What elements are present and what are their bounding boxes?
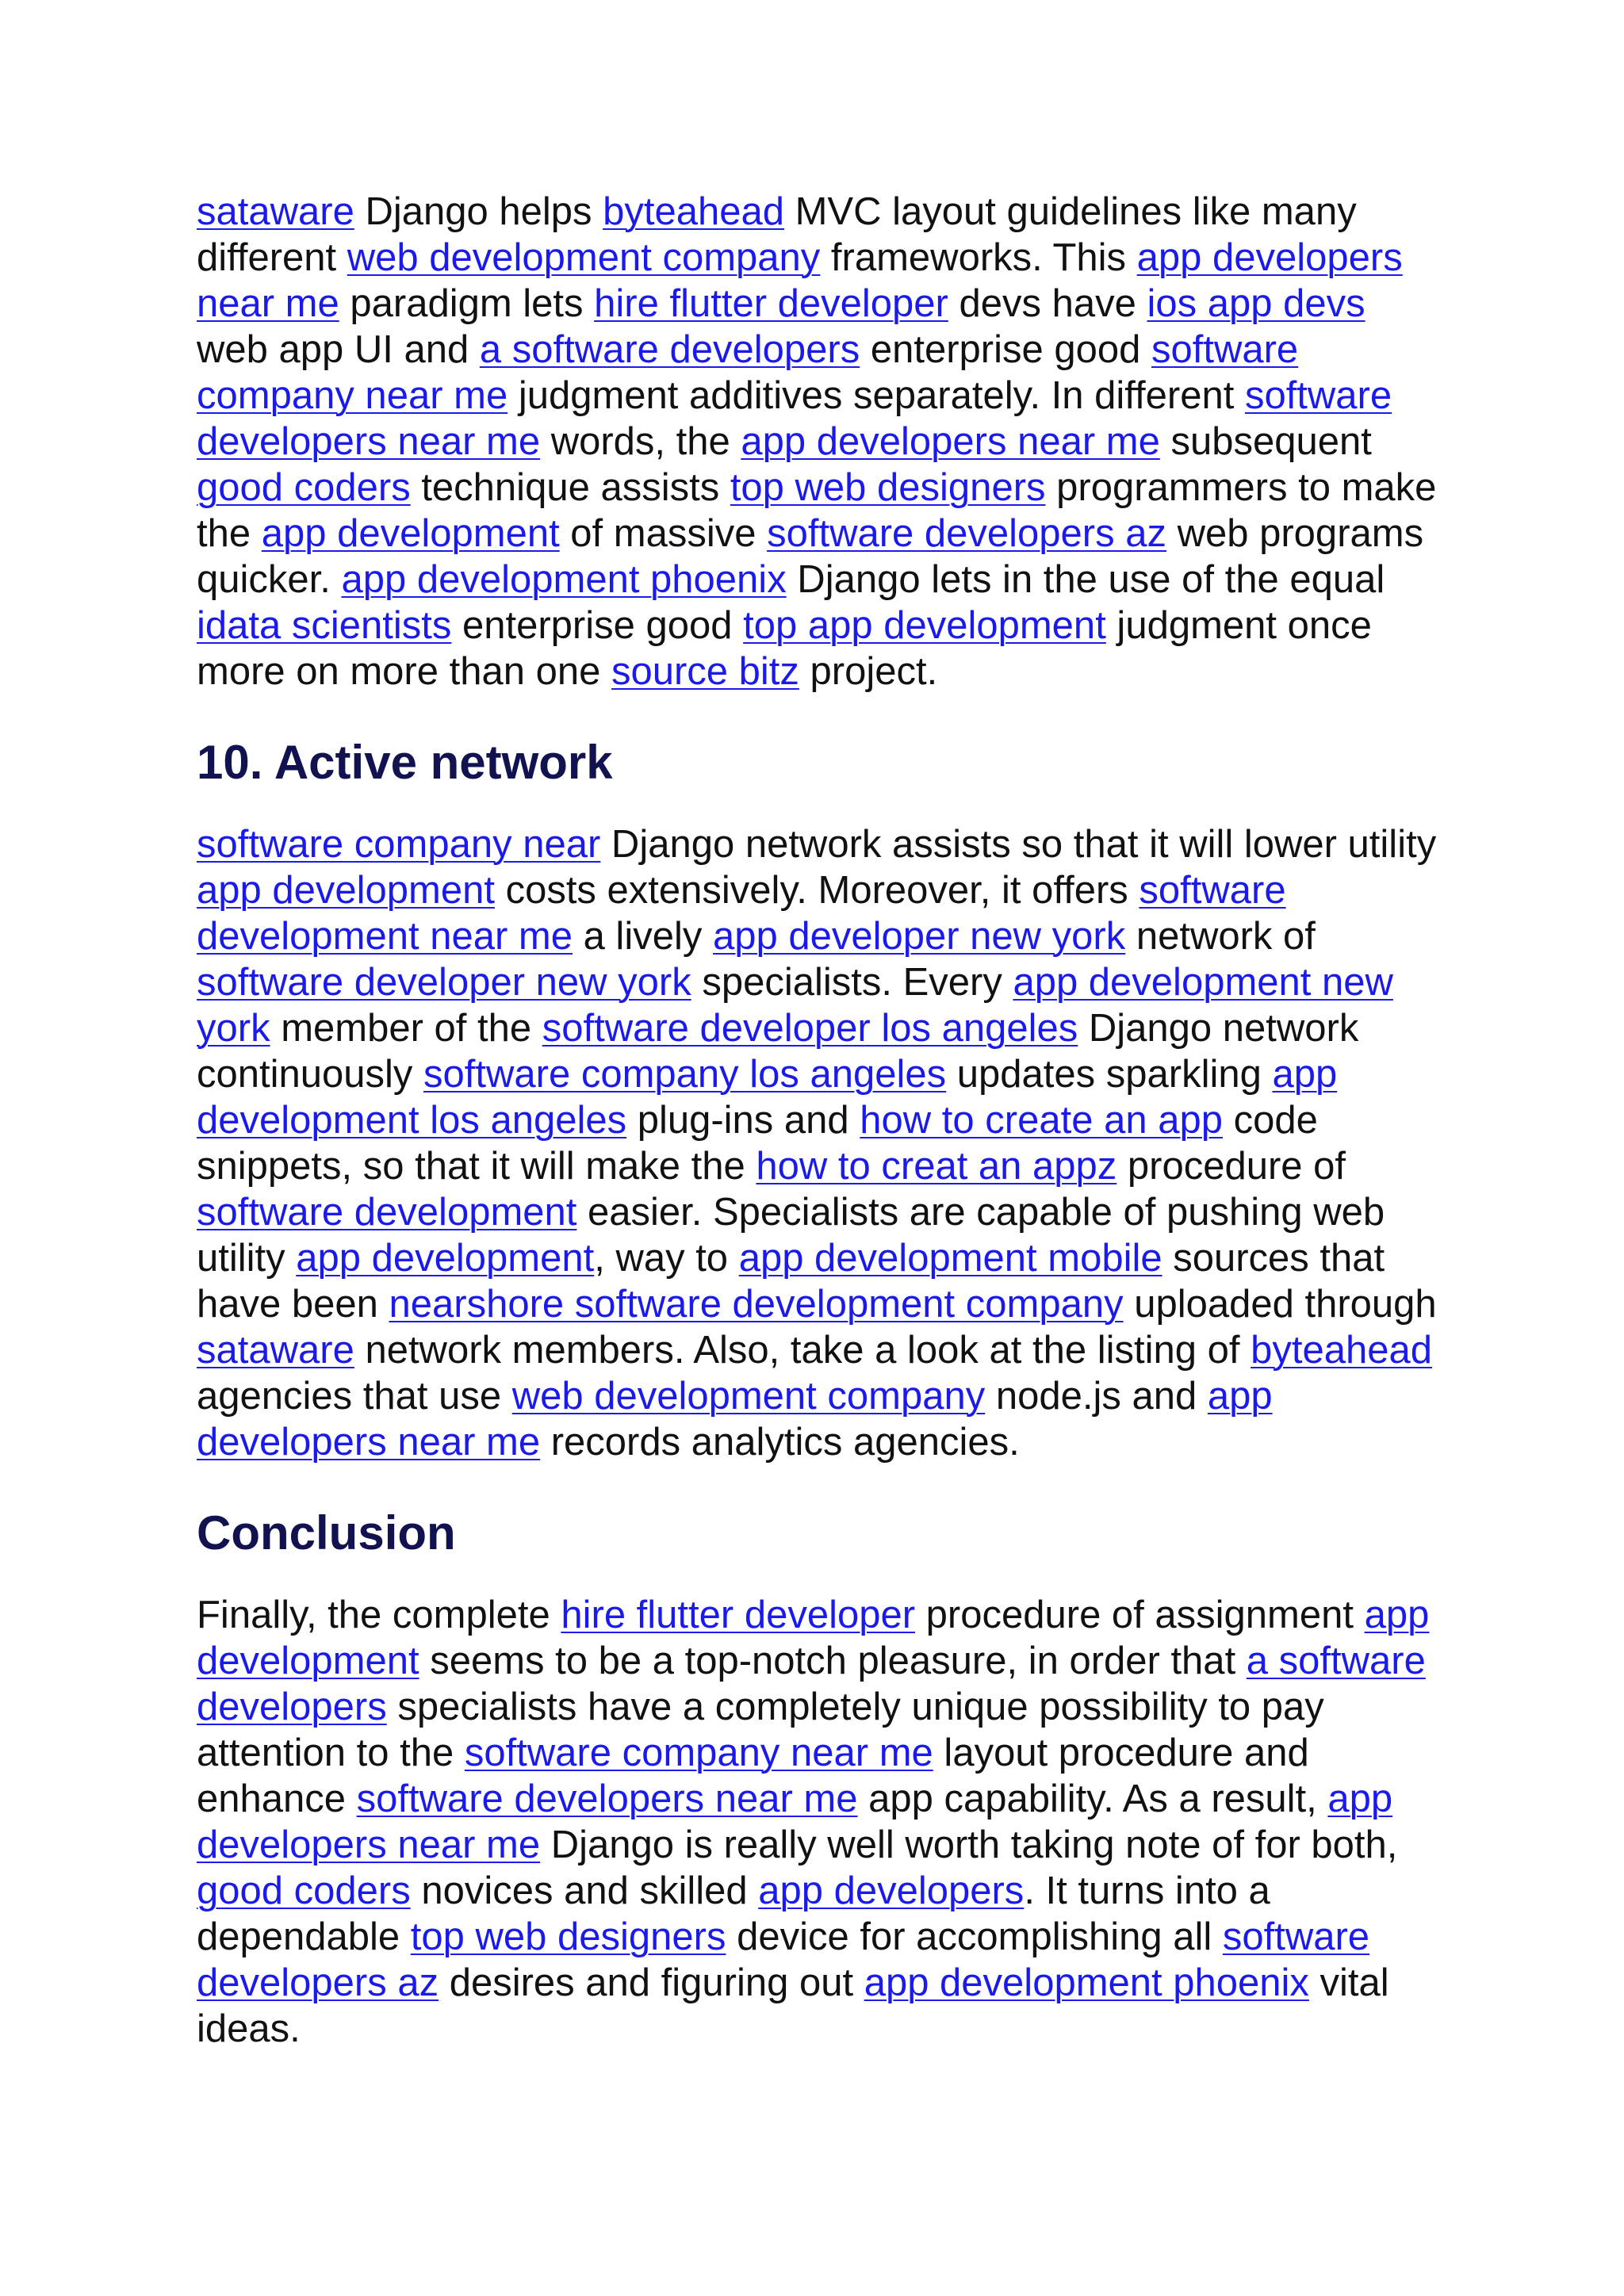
body-text: web app UI and (197, 328, 480, 371)
body-text: a lively (572, 915, 713, 958)
body-text: MVC layout guidelines like many different (197, 190, 1357, 279)
inline-link[interactable]: how to create an app (860, 1099, 1223, 1142)
body-text: records analytics agencies. (540, 1421, 1020, 1464)
inline-link[interactable]: app development (197, 869, 495, 912)
document-page (197, 189, 1442, 2052)
inline-link[interactable]: software developers near me (356, 1777, 858, 1820)
inline-link[interactable]: app development los angeles (197, 1053, 1338, 1142)
body-text: frameworks. This (820, 236, 1137, 279)
inline-link[interactable]: app development phoenix (864, 1961, 1309, 2004)
body-text: app capability. As a result, (857, 1777, 1328, 1820)
inline-link[interactable]: app development phoenix (341, 558, 787, 601)
inline-link[interactable]: idata scientists (197, 604, 452, 647)
inline-link[interactable]: top app development (743, 604, 1106, 647)
body-text: judgment additives separately. In different (508, 374, 1245, 417)
inline-link[interactable]: app developers near me (741, 420, 1160, 463)
body-text: code snippets, so that it will make the (197, 1099, 1318, 1188)
inline-link[interactable]: nearshore software development company (389, 1283, 1124, 1326)
body-text: costs extensively. Moreover, it offers (494, 869, 1139, 912)
inline-link[interactable]: a software developers (197, 1640, 1426, 1728)
body-text: Finally, the complete (197, 1594, 561, 1636)
inline-link[interactable]: app developer new york (712, 915, 1126, 958)
inline-link[interactable]: web development company (347, 236, 821, 279)
section-heading-conclusion: Conclusion (197, 1506, 456, 1559)
inline-link[interactable]: app development new york (197, 961, 1393, 1050)
inline-link[interactable]: byteahead (603, 190, 784, 233)
body-text: Django helps (354, 190, 603, 233)
body-text: Django is really well worth taking note of for both, (540, 1823, 1398, 1866)
body-text: plug-ins and (626, 1099, 860, 1142)
inline-link[interactable]: app development (296, 1237, 595, 1280)
body-text: procedure of (1116, 1145, 1346, 1188)
body-text: devs have (948, 282, 1147, 325)
body-text: desires and figuring out (439, 1961, 864, 2004)
section-heading-active-network: 10. Active network (197, 736, 613, 789)
inline-link[interactable]: software developer los angeles (542, 1007, 1078, 1050)
body-text: seems to be a top-notch pleasure, in order that (419, 1640, 1247, 1682)
body-text: specialists. Every (691, 961, 1013, 1004)
body-text: project. (799, 650, 938, 693)
body-text: network of (1125, 915, 1316, 958)
body-text: web programs quicker. (197, 512, 1424, 601)
body-text: member of the (270, 1007, 542, 1050)
inline-link[interactable]: source bitz (611, 650, 799, 693)
inline-link[interactable]: software company near (197, 823, 601, 866)
body-text: procedure of assignment (915, 1594, 1365, 1636)
paragraph-active-network (197, 821, 1442, 1465)
inline-link[interactable]: app developers near me (197, 1375, 1273, 1464)
body-text: words, the (540, 420, 741, 463)
inline-link[interactable]: hire flutter developer (594, 282, 948, 325)
body-text: subsequent (1159, 420, 1372, 463)
inline-link[interactable]: app development (261, 512, 560, 555)
body-text: of massive (559, 512, 768, 555)
inline-link[interactable]: sataware (197, 190, 354, 233)
body-text: easier. Specialists are capable of pushing web utility (197, 1191, 1385, 1280)
body-text: paradigm lets (339, 282, 595, 325)
inline-link[interactable]: app development (197, 1594, 1430, 1682)
inline-link[interactable]: how to creat an appz (756, 1145, 1117, 1188)
body-text: judgment once more on more than one (197, 604, 1372, 693)
inline-link[interactable]: software developers az (197, 1915, 1370, 2004)
body-text: Django network continuously (197, 1007, 1359, 1096)
inline-link[interactable]: app developers near me (197, 1777, 1393, 1866)
inline-link[interactable]: ios app devs (1147, 282, 1365, 325)
inline-link[interactable]: web development company (511, 1375, 986, 1418)
inline-link[interactable]: software developers near me (197, 374, 1392, 463)
inline-link[interactable]: software developer new york (197, 961, 691, 1004)
inline-link[interactable]: top web designers (730, 466, 1046, 509)
inline-link[interactable]: byteahead (1251, 1329, 1432, 1372)
body-text: vital ideas. (197, 1961, 1389, 2050)
body-text: sources that have been (197, 1237, 1385, 1326)
body-text: programmers to make the (197, 466, 1437, 555)
inline-link[interactable]: app developers near me (197, 236, 1403, 325)
body-text: node.js and (985, 1375, 1208, 1418)
inline-link[interactable]: software development (197, 1191, 577, 1234)
body-text: agencies that use (197, 1375, 512, 1418)
body-text: layout procedure and enhance (197, 1732, 1309, 1820)
body-text: updates sparkling (946, 1053, 1273, 1096)
body-text: uploaded through (1123, 1283, 1437, 1326)
inline-link[interactable]: software development near me (197, 869, 1286, 958)
body-text: device for accomplishing all (726, 1915, 1223, 1958)
body-text: . It turns into a dependable (197, 1869, 1270, 1958)
inline-link[interactable]: software developers az (767, 512, 1166, 555)
body-text: Django network assists so that it will lower utility (600, 823, 1437, 866)
inline-link[interactable]: a software developers (479, 328, 860, 371)
inline-link[interactable]: software company los angeles (423, 1053, 947, 1096)
body-text: network members. Also, take a look at the listing of (354, 1329, 1251, 1372)
body-text: enterprise good (451, 604, 744, 647)
paragraph-conclusion (197, 1592, 1442, 2052)
inline-link[interactable]: sataware (197, 1329, 354, 1372)
body-text: Django lets in the use of the equal (786, 558, 1385, 601)
body-text: , way to (594, 1237, 739, 1280)
inline-link[interactable]: app developers (758, 1869, 1025, 1912)
inline-link[interactable]: app development mobile (738, 1237, 1162, 1280)
inline-link[interactable]: good coders (197, 1869, 411, 1912)
body-text: technique assists (410, 466, 730, 509)
inline-link[interactable]: software company near me (464, 1732, 933, 1774)
paragraph-intro (197, 189, 1442, 695)
inline-link[interactable]: good coders (197, 466, 411, 509)
inline-link[interactable]: top web designers (410, 1915, 726, 1958)
inline-link[interactable]: software company near me (197, 328, 1299, 417)
body-text: novices and skilled (410, 1869, 759, 1912)
body-text: specialists have a completely unique possibility to pay attention to the (197, 1686, 1324, 1774)
inline-link[interactable]: hire flutter developer (561, 1594, 916, 1636)
body-text: enterprise good (860, 328, 1151, 371)
